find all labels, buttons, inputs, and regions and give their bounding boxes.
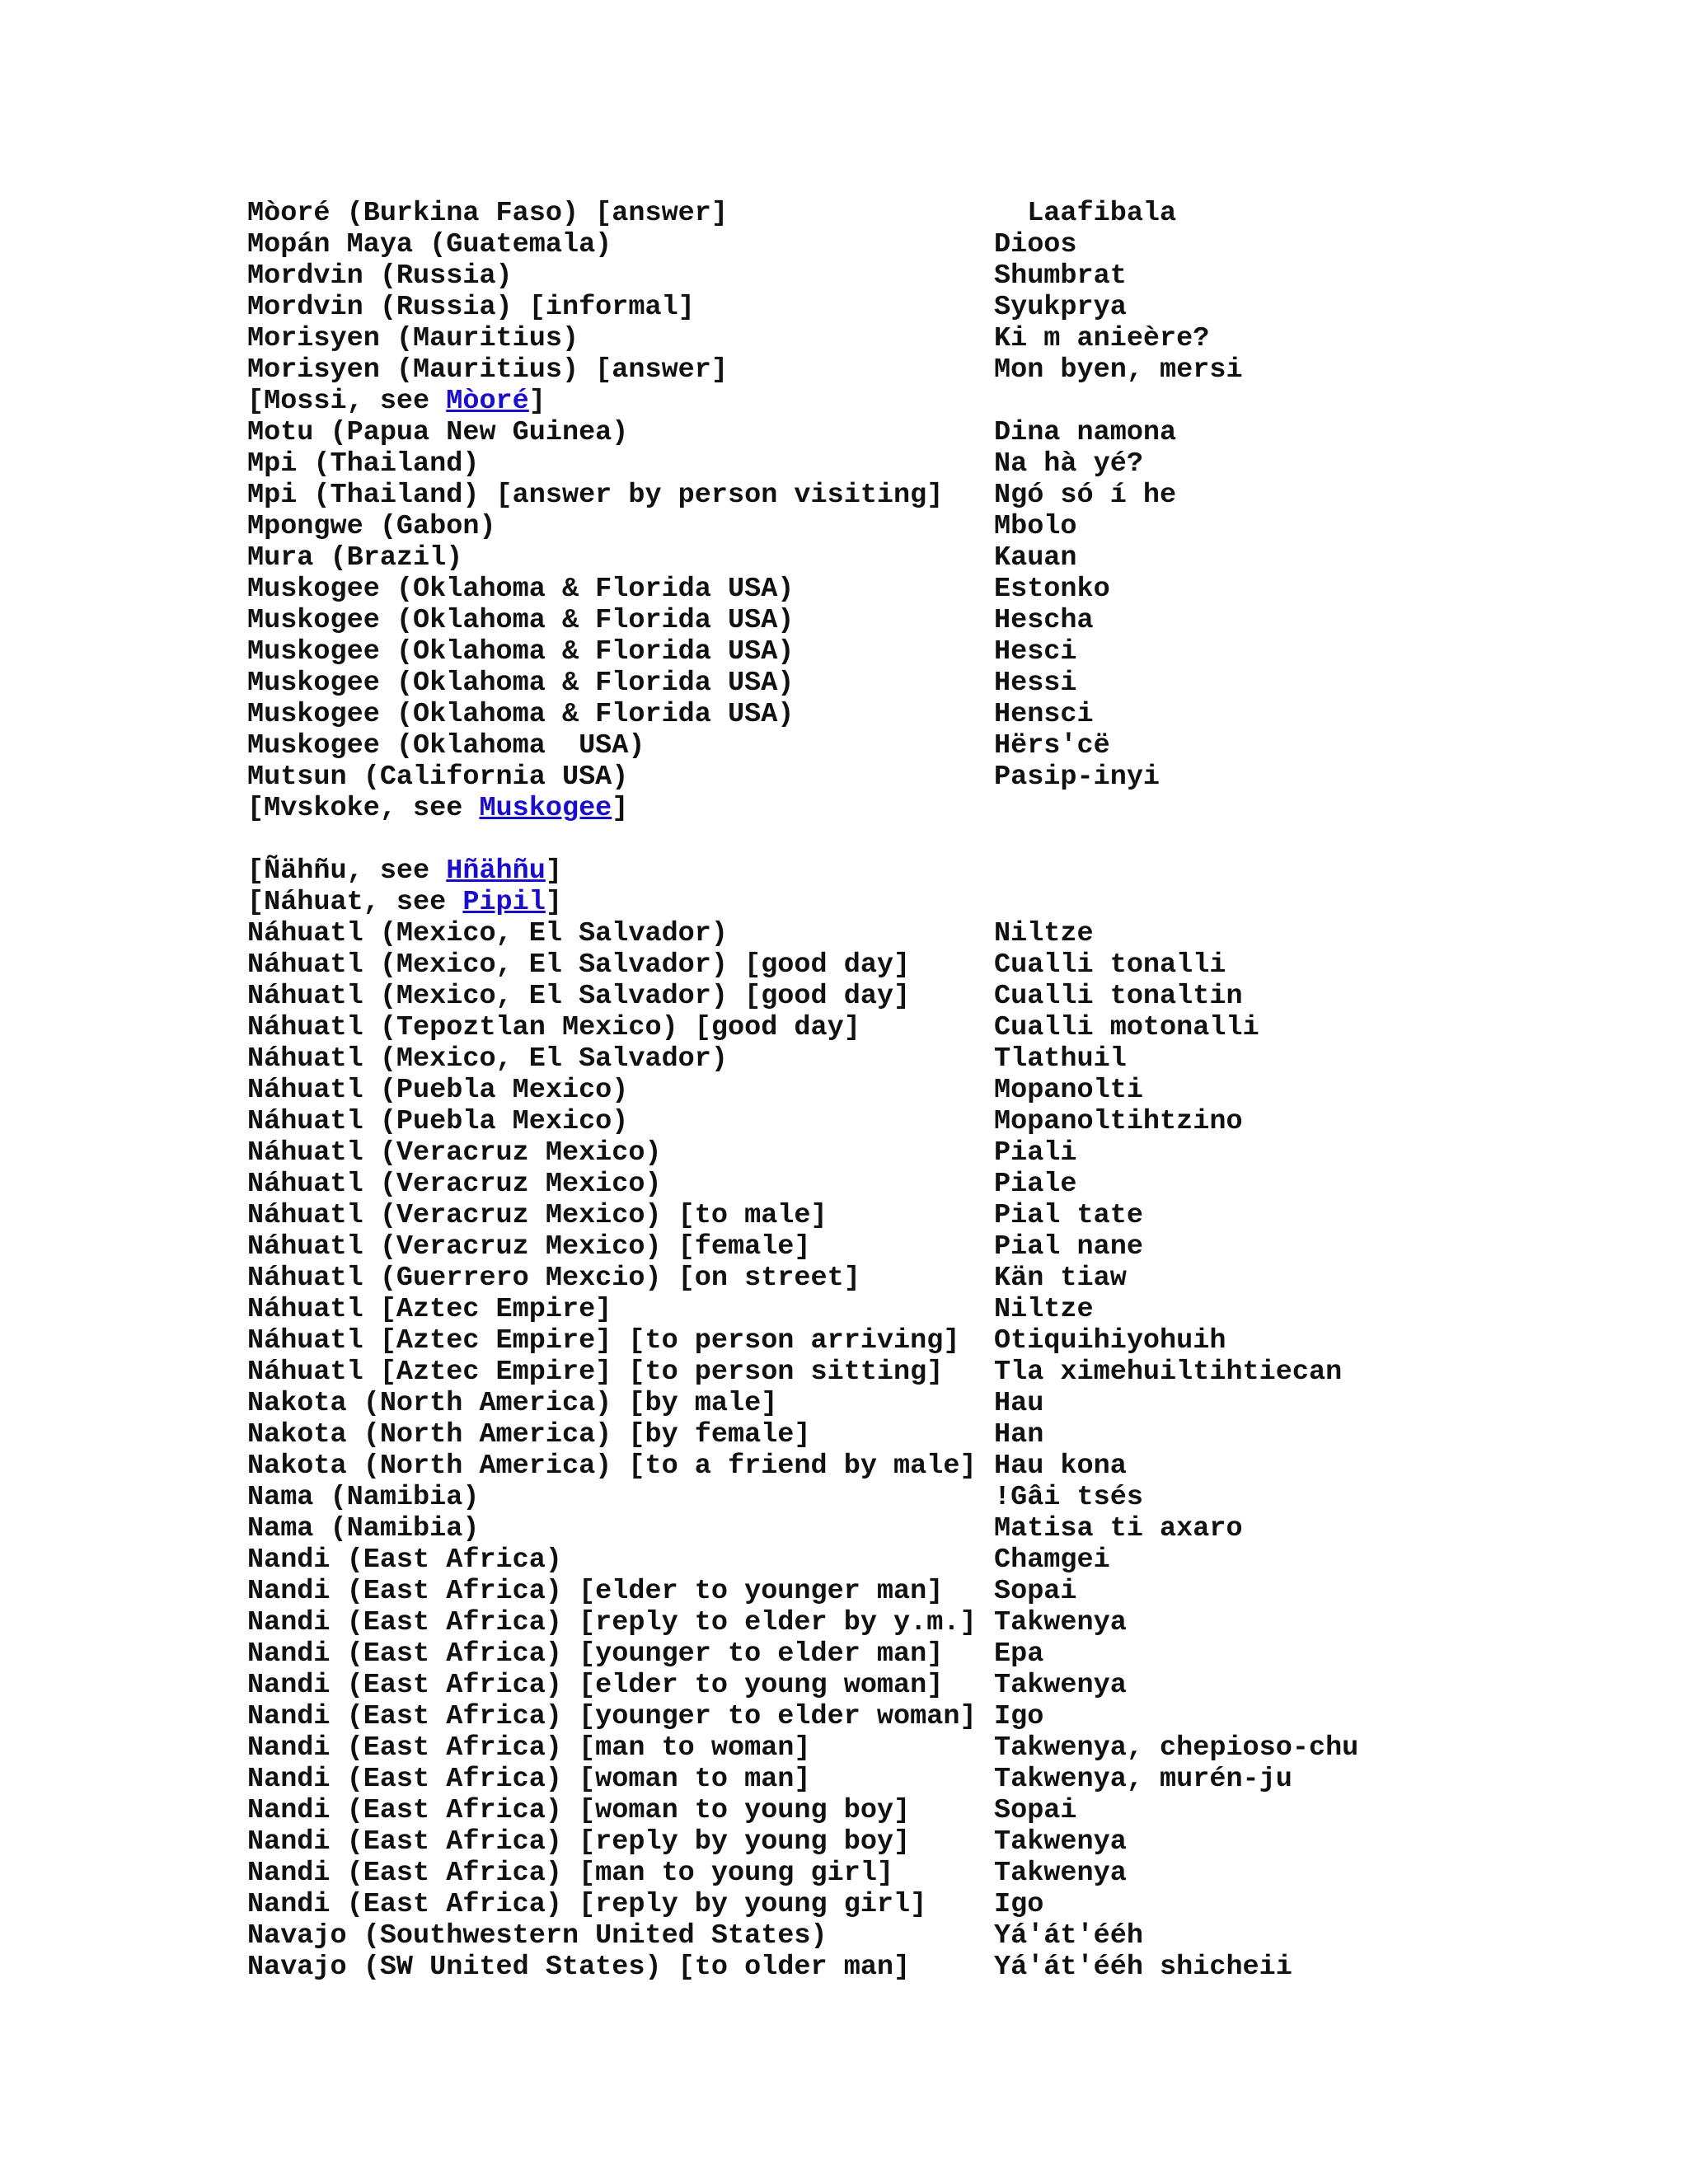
greeting-row (247, 323, 1358, 354)
greeting-text: Epa (994, 1638, 1044, 1670)
greeting-text: Takwenya (994, 1670, 1127, 1701)
greeting-row (247, 260, 1358, 292)
language-label: Nakota (North America) [to a friend by male] (247, 1451, 977, 1482)
greeting-row (247, 1294, 1358, 1325)
greeting-row (247, 1920, 1358, 1952)
greeting-row (247, 1858, 1358, 1889)
language-label: Nandi (East Africa) [younger to elder woman] (247, 1701, 977, 1732)
language-label: Nakota (North America) [by female] (247, 1419, 811, 1451)
cross-reference-close: ] (545, 887, 562, 918)
language-label: Navajo (SW United States) [to older man] (247, 1952, 911, 1983)
language-label: Náhuatl (Mexico, El Salvador) (247, 918, 728, 949)
language-label: Náhuatl (Mexico, El Salvador) (247, 1043, 728, 1075)
language-label: Náhuatl (Veracruz Mexico) (247, 1137, 662, 1169)
cross-reference-link[interactable]: Mòoré (446, 386, 529, 417)
greeting-row (247, 1388, 1358, 1419)
greeting-text: Cualli motonalli (994, 1012, 1259, 1043)
greeting-row (247, 730, 1358, 762)
language-label: Nandi (East Africa) [man to young girl] (247, 1858, 894, 1889)
language-label: Muskogee (Oklahoma USA) (247, 730, 645, 762)
language-label: Nakota (North America) [by male] (247, 1388, 778, 1419)
language-label: Nandi (East Africa) [reply to elder by y.m.] (247, 1607, 977, 1638)
language-label: Nama (Namibia) (247, 1482, 480, 1513)
language-label: Nama (Namibia) (247, 1513, 480, 1544)
greeting-text: Matisa ti axaro (994, 1513, 1243, 1544)
greeting-row (247, 949, 1358, 981)
language-label: Nandi (East Africa) [younger to elder man] (247, 1638, 944, 1670)
greeting-text: Dina namona (994, 417, 1177, 448)
greeting-row (247, 1200, 1358, 1231)
greeting-row (247, 1826, 1358, 1858)
language-label: Nandi (East Africa) [reply by young girl] (247, 1889, 927, 1920)
greeting-row (247, 1764, 1358, 1795)
blank-line (247, 824, 1358, 855)
cross-reference-text: [Ñähñu, see (247, 855, 447, 887)
greeting-row (247, 198, 1358, 229)
greeting-row (247, 448, 1358, 480)
greeting-text: Pial tate (994, 1200, 1143, 1231)
cross-reference-link[interactable]: Muskogee (479, 793, 612, 824)
greeting-row (247, 1451, 1358, 1482)
greeting-row (247, 1012, 1358, 1043)
cross-reference-row (247, 887, 1358, 918)
greeting-row (247, 417, 1358, 448)
greeting-text: Takwenya (994, 1826, 1127, 1858)
greeting-text: Mon byen, mersi (994, 354, 1243, 386)
cross-reference-link[interactable]: Hñähñu (446, 855, 546, 887)
language-label: Mpi (Thailand) [answer by person visiting] (247, 480, 944, 511)
greeting-row (247, 1169, 1358, 1200)
greeting-row (247, 1670, 1358, 1701)
greeting-row (247, 354, 1358, 386)
greeting-text: Sopai (994, 1576, 1077, 1607)
greeting-row (247, 1325, 1358, 1357)
greeting-row (247, 762, 1358, 793)
greeting-text: Estonko (994, 574, 1110, 605)
language-label: Motu (Papua New Guinea) (247, 417, 629, 448)
language-label: Nandi (East Africa) [elder to younger man] (247, 1576, 944, 1607)
greeting-row (247, 574, 1358, 605)
greeting-row (247, 1043, 1358, 1075)
greeting-row (247, 1075, 1358, 1106)
language-label: Mura (Brazil) (247, 542, 463, 574)
language-label: Nandi (East Africa) (247, 1544, 562, 1576)
language-label: Nandi (East Africa) [woman to man] (247, 1764, 811, 1795)
greeting-text: Mopanolti (994, 1075, 1143, 1106)
greeting-row (247, 292, 1358, 323)
greeting-row (247, 636, 1358, 668)
greeting-text: Yá'át'ééh shicheii (994, 1952, 1292, 1983)
greeting-row (247, 605, 1358, 636)
greeting-text: Kän tiaw (994, 1263, 1127, 1294)
greeting-text: Syukprya (994, 292, 1127, 323)
greeting-text: Takwenya, chepioso-chu (994, 1732, 1359, 1764)
language-label: Náhuatl [Aztec Empire] [to person arriving] (247, 1325, 960, 1357)
greeting-text: Hensci (994, 699, 1094, 730)
greeting-row (247, 511, 1358, 542)
language-label: Náhuatl (Veracruz Mexico) [female] (247, 1231, 811, 1263)
cross-reference-row (247, 855, 1358, 887)
language-label: Mòoré (Burkina Faso) [answer] (247, 198, 728, 229)
greeting-text: Otiquihiyohuih (994, 1325, 1226, 1357)
greeting-row (247, 668, 1358, 699)
greeting-row (247, 1732, 1358, 1764)
cross-reference-text: [Náhuat, see (247, 887, 463, 918)
greeting-row (247, 918, 1358, 949)
greeting-text: Takwenya, murén-ju (994, 1764, 1292, 1795)
language-label: Náhuatl (Mexico, El Salvador) [good day] (247, 981, 911, 1012)
language-label: Morisyen (Mauritius) [answer] (247, 354, 728, 386)
greeting-text: Pial nane (994, 1231, 1143, 1263)
greeting-text: Hërs'cë (994, 730, 1110, 762)
greeting-row (247, 1137, 1358, 1169)
greeting-row (247, 1889, 1358, 1920)
greeting-text: Hau kona (994, 1451, 1127, 1482)
language-label: Nandi (East Africa) [woman to young boy] (247, 1795, 911, 1826)
greeting-row (247, 1357, 1358, 1388)
greeting-row (247, 1263, 1358, 1294)
greeting-text: Niltze (994, 1294, 1094, 1325)
greeting-text: Mopanoltihtzino (994, 1106, 1243, 1137)
greeting-text: Hescha (994, 605, 1094, 636)
language-label: Mpi (Thailand) (247, 448, 480, 480)
cross-reference-close: ] (612, 793, 629, 824)
greeting-text: Niltze (994, 918, 1094, 949)
language-label: Muskogee (Oklahoma & Florida USA) (247, 699, 795, 730)
greeting-row (247, 480, 1358, 511)
greeting-text: Ki m anieère? (994, 323, 1210, 354)
greeting-text: Hesci (994, 636, 1077, 668)
greetings-list (247, 198, 1358, 1983)
greeting-text: Piale (994, 1169, 1077, 1200)
greeting-row (247, 1482, 1358, 1513)
greeting-text: Na hà yé? (994, 448, 1143, 480)
language-label: Mopán Maya (Guatemala) (247, 229, 612, 260)
language-label: Mordvin (Russia) (247, 260, 513, 292)
greeting-row (247, 229, 1358, 260)
greeting-text: Mbolo (994, 511, 1077, 542)
greeting-text: Cualli tonaltin (994, 981, 1243, 1012)
language-label: Morisyen (Mauritius) (247, 323, 579, 354)
greeting-text: Tla ximehuiltihtiecan (994, 1357, 1343, 1388)
language-label: Náhuatl [Aztec Empire] (247, 1294, 612, 1325)
greeting-text: Takwenya (994, 1858, 1127, 1889)
greeting-text: Ngó só í he (994, 480, 1177, 511)
language-label: Nandi (East Africa) [reply by young boy] (247, 1826, 911, 1858)
language-label: Náhuatl (Veracruz Mexico) [to male] (247, 1200, 828, 1231)
greeting-text: Dioos (994, 229, 1077, 260)
language-label: Náhuatl (Guerrero Mexcio) [on street] (247, 1263, 860, 1294)
language-label: Muskogee (Oklahoma & Florida USA) (247, 574, 795, 605)
cross-reference-link[interactable]: Pipil (462, 887, 546, 918)
language-label: Nandi (East Africa) [elder to young woman] (247, 1670, 944, 1701)
greeting-row (247, 1231, 1358, 1263)
greeting-text: Tlathuil (994, 1043, 1127, 1075)
language-label: Mutsun (California USA) (247, 762, 629, 793)
language-label: Náhuatl [Aztec Empire] [to person sitting] (247, 1357, 944, 1388)
cross-reference-close: ] (528, 386, 546, 417)
greeting-text: Hessi (994, 668, 1077, 699)
greeting-text: Han (994, 1419, 1044, 1451)
language-label: Muskogee (Oklahoma & Florida USA) (247, 636, 795, 668)
greeting-text: Sopai (994, 1795, 1077, 1826)
greeting-row (247, 1576, 1358, 1607)
greeting-row (247, 1638, 1358, 1670)
language-label: Náhuatl (Tepoztlan Mexico) [good day] (247, 1012, 860, 1043)
greeting-text: Kauan (994, 542, 1077, 574)
greeting-text: Yá'át'ééh (994, 1920, 1143, 1952)
greeting-text: Pasip-inyi (994, 762, 1160, 793)
greeting-row (247, 1419, 1358, 1451)
greeting-text: Igo (994, 1889, 1044, 1920)
greeting-text: !Gâi tsés (994, 1482, 1143, 1513)
cross-reference-row (247, 386, 1358, 417)
greeting-row (247, 542, 1358, 574)
language-label: Navajo (Southwestern United States) (247, 1920, 828, 1952)
greeting-text: Laafibala (994, 198, 1177, 229)
language-label: Nandi (East Africa) [man to woman] (247, 1732, 811, 1764)
cross-reference-close: ] (545, 855, 562, 887)
greeting-text: Shumbrat (994, 260, 1127, 292)
greeting-text: Igo (994, 1701, 1044, 1732)
language-label: Náhuatl (Puebla Mexico) (247, 1075, 629, 1106)
greeting-text: Chamgei (994, 1544, 1110, 1576)
greeting-row (247, 699, 1358, 730)
language-label: Náhuatl (Mexico, El Salvador) [good day] (247, 949, 911, 981)
greeting-row (247, 1607, 1358, 1638)
greeting-row (247, 981, 1358, 1012)
greeting-row (247, 1701, 1358, 1732)
greeting-text: Hau (994, 1388, 1044, 1419)
language-label: Náhuatl (Puebla Mexico) (247, 1106, 629, 1137)
language-label: Muskogee (Oklahoma & Florida USA) (247, 605, 795, 636)
cross-reference-text: [Mossi, see (247, 386, 447, 417)
language-label: Náhuatl (Veracruz Mexico) (247, 1169, 662, 1200)
greeting-text: Piali (994, 1137, 1077, 1169)
cross-reference-row (247, 793, 1358, 824)
language-label: Mpongwe (Gabon) (247, 511, 496, 542)
greeting-row (247, 1952, 1358, 1983)
language-label: Muskogee (Oklahoma & Florida USA) (247, 668, 795, 699)
greeting-row (247, 1106, 1358, 1137)
language-label: Mordvin (Russia) [informal] (247, 292, 695, 323)
greeting-text: Cualli tonalli (994, 949, 1226, 981)
greeting-text: Takwenya (994, 1607, 1127, 1638)
greeting-row (247, 1544, 1358, 1576)
greeting-row (247, 1513, 1358, 1544)
greeting-row (247, 1795, 1358, 1826)
cross-reference-text: [Mvskoke, see (247, 793, 480, 824)
